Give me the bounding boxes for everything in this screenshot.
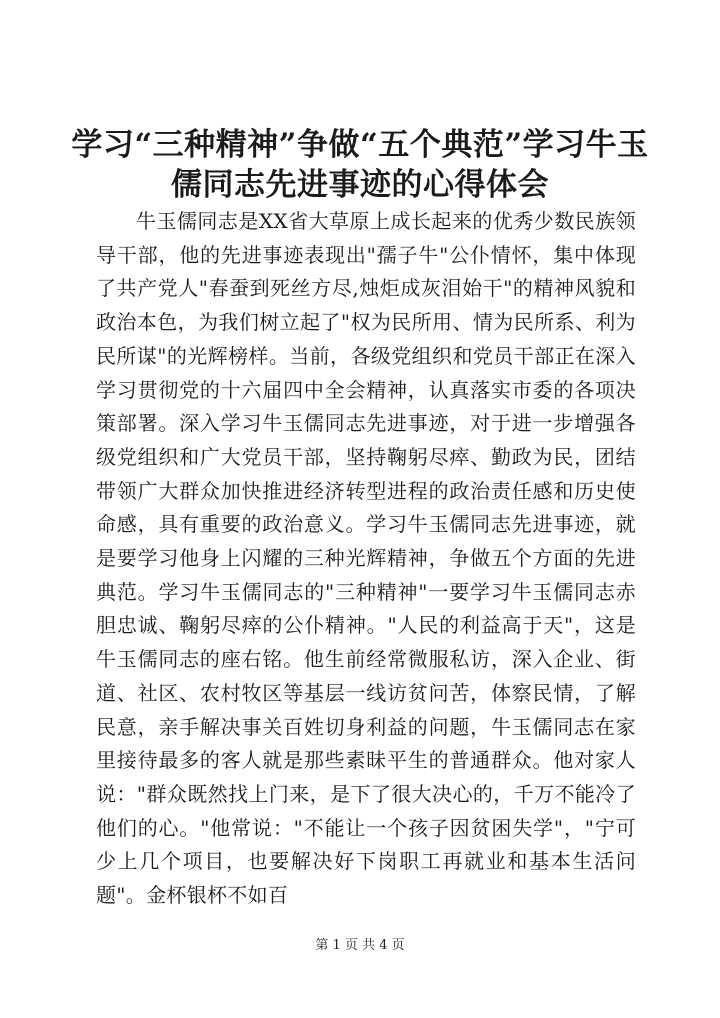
page-footer: 第 1 页 共 4 页: [315, 938, 405, 953]
document-title: 学习“三种精神”争做“五个典范”学习牛玉儒同志先进事迹的心得体会: [71, 127, 649, 203]
body-paragraph: 牛玉儒同志是XX省大草原上成长起来的优秀少数民族领导干部，他的先进事迹表现出"孺子牛"公仆情怀，集中体现了共产党人"春蚕到死丝方尽,烛炬成灰泪始干"的精神风貌和政治本色，为我们树立起了"权为民所用、情为民所系、利为民所谋"的光辉榜样。当前，各级党组织和党员干部正在深入学习贯彻党的十六届四中全会精神，认真落实市委的各项决策部署。深入学习牛玉儒同志先进事迹，对于进一步增强各级党组织和广大党员干部，坚持鞠躬尽瘁、勤政为民，团结带领广大群众加快推进经济转型进程的政治责任感和历史使命感，具有重要的政治意义。学习牛玉儒同志先进事迹，就是要学习他身上闪耀的三种光辉精神，争做五个方面的先进典范。学习牛玉儒同志的"三种精神"一要学习牛玉儒同志赤胆忠诚、鞠躬尽瘁的公仆精神。"人民的利益高于天"，这是牛玉儒同志的座右铭。他生前经常微服私访，深入企业、街道、社区、农村牧区等基层一线访贫问苦，体察民情，了解民意，亲手解决事关百姓切身利益的问题，牛玉儒同志在家里接待最多的客人就是那些素昧平生的普通群众。他对家人说："群众既然找上门来，是下了很大决心的，千万不能冷了他们的心。"他常说："不能让一个孩子因贫困失学"，"宁可少上几个项目，也要解决好下岗职工再就业和基本生活问题"。金杯银杯不如百: [96, 209, 636, 908]
